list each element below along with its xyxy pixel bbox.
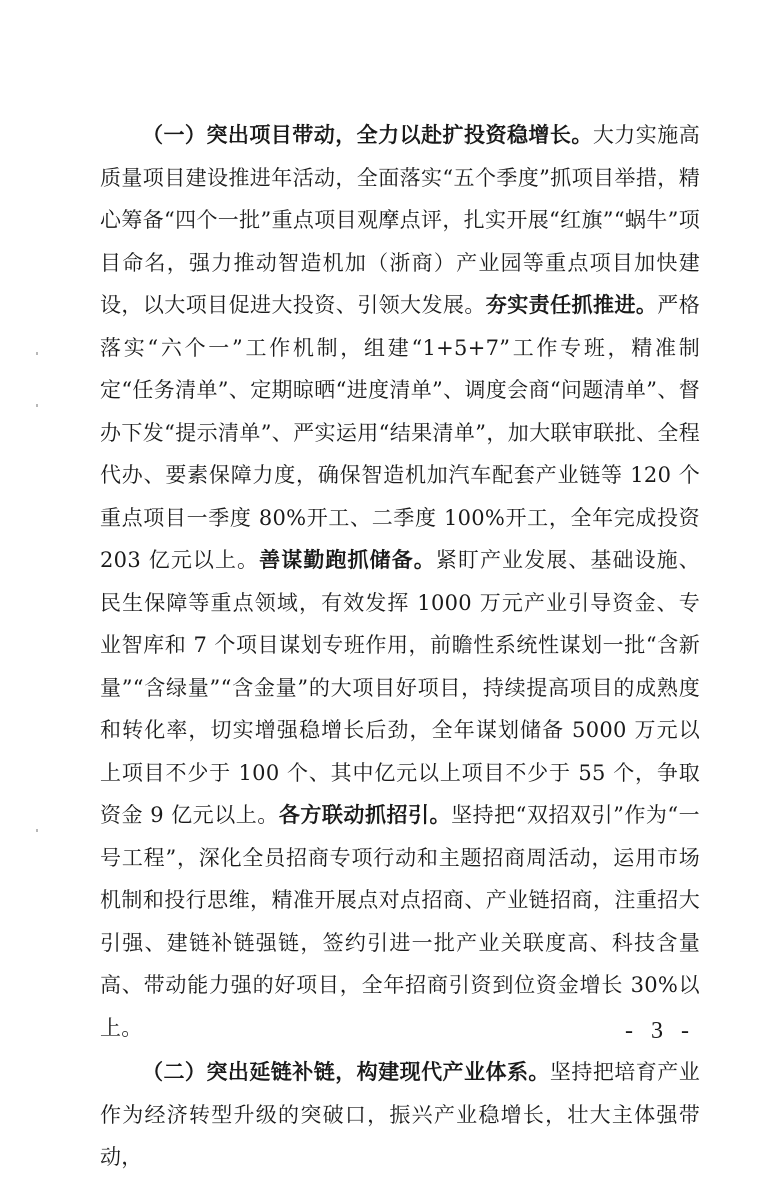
- paragraph-text: 大力实施高质量项目建设推进年活动，全面落实“五个季度”抓项目举措，精心筹备“四个一批”重点项目观摩点评，扎实开展“红旗”“蜗牛”项目命名，强力推动智造机加（浙商）产业园等重点项目加快建设，以大项目促进大投资、引领大发展。: [100, 123, 700, 317]
- subheading-attraction: 各方联动抓招引。: [278, 802, 452, 827]
- subheading-responsibility: 夯实责任抓推进。: [485, 292, 658, 317]
- paragraph-text: 紧盯产业发展、基础设施、民生保障等重点领域，有效发挥 1000 万元产业引导资金、专业智库和 7 个项目谋划专班作用，前瞻性系统性谋划一批“含新量”“含绿量”“含金量”的大项目好项目，持续提高项目的成熟度和转化率，切实增强稳增长后劲，全年谋划储备 5000 万元以上项目不少于 100 个、其中亿元以上项目不少于 55 个，争取资金 9 亿元以上。: [100, 548, 700, 827]
- section-heading-2: （二）突出延链补链，构建现代产业体系。: [142, 1059, 550, 1084]
- scan-mark: [36, 352, 38, 355]
- paragraph-text: 严格落实“六个一”工作机制，组建“1+5+7”工作专班，精准制定“任务清单”、定期晾晒“进度清单”、调度会商“问题清单”、督办下发“提示清单”、严实运用“结果清单”，加大联审联批、全程代办、要素保障力度，确保智造机加汽车配套产业链等 120 个重点项目一季度 80%开工、二季度 100%开工，全年完成投资 203 亿元以上。: [100, 293, 700, 572]
- page-number: - 3 -: [625, 1018, 695, 1044]
- paragraph-industry: [100, 1051, 700, 1179]
- scan-mark: [36, 829, 38, 832]
- body-text: [100, 114, 700, 1179]
- paragraph-investment: [100, 114, 700, 1049]
- subheading-reserve: 善谋勤跑抓储备。: [259, 547, 436, 572]
- paragraph-text: 坚持把“双招双引”作为“一号工程”，深化全员招商专项行动和主题招商周活动，运用市场机制和投行思维，精准开展点对点招商、产业链招商，注重招大引强、建链补链强链，签约引进一批产业关联度高、科技含量高、带动能力强的好项目，全年招商引资到位资金增长 30%以上。: [100, 803, 700, 1040]
- scan-mark: [36, 404, 38, 407]
- paragraph-text: 坚持把培育产业作为经济转型升级的突破口，振兴产业稳增长，壮大主体强带动，: [100, 1060, 700, 1169]
- section-heading-1: （一）突出项目带动，全力以赴扩投资稳增长。: [142, 122, 593, 147]
